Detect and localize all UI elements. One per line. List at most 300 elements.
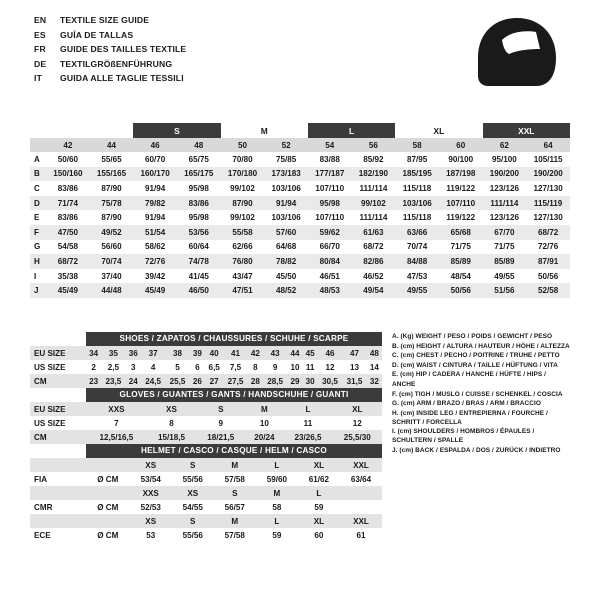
cell: 27,5 xyxy=(227,376,244,386)
lower-left-column xyxy=(30,332,382,542)
cell: 111/114 xyxy=(490,198,519,208)
language-code: FR xyxy=(34,44,46,54)
table-row xyxy=(30,416,382,430)
gloves-title-wrap xyxy=(30,388,382,402)
language-code: ES xyxy=(34,29,46,40)
row-label: B xyxy=(34,169,40,179)
cell: 49/55 xyxy=(494,271,515,281)
cell: 52/53 xyxy=(140,502,161,512)
cell: 65/75 xyxy=(188,154,209,164)
cell: 61/62 xyxy=(308,474,330,484)
cell: 25,5/30 xyxy=(343,432,371,442)
legend-item: G. (cm) ARM / BRAZO / BRAS / ARM / BRACCIO xyxy=(392,400,541,408)
cell: 44 xyxy=(290,348,300,358)
cell: 187/198 xyxy=(446,169,476,179)
table-row xyxy=(30,283,570,298)
cell: 48/53 xyxy=(319,286,340,296)
cell: 95/98 xyxy=(319,198,340,208)
row-unit-empty xyxy=(86,514,130,528)
language-title: TEXTILE SIZE GUIDE xyxy=(60,15,150,25)
size-header: L xyxy=(274,460,280,470)
size-number: 46 xyxy=(133,138,177,152)
table-row xyxy=(30,346,382,360)
cell: 107/110 xyxy=(315,183,345,193)
language-title: GUIDE DES TAILLES TEXTILE xyxy=(60,44,187,54)
row-label-empty xyxy=(30,486,86,500)
row-unit: Ø CM xyxy=(97,502,119,512)
cell: 48/54 xyxy=(450,271,471,281)
cell: 23/26,5 xyxy=(294,432,322,442)
cell: 9 xyxy=(272,362,278,372)
helmet-title-wrap xyxy=(30,444,382,458)
cell: XXS xyxy=(108,404,125,414)
shoes-section-title: SHOES / ZAPATOS / CHAUSSURES / SCHUHE / SCARPE xyxy=(86,332,382,346)
row-unit: Ø CM xyxy=(97,530,119,540)
row-label-empty xyxy=(30,514,86,528)
cell: 12,5/16,5 xyxy=(99,432,134,442)
table-row xyxy=(30,167,570,182)
cell: 87/90 xyxy=(101,183,122,193)
cell: 27 xyxy=(209,376,219,386)
cell: 23 xyxy=(89,376,99,386)
cell: 59 xyxy=(272,530,282,540)
cell: 48 xyxy=(369,348,379,358)
cell: 155/165 xyxy=(96,169,127,179)
row-label-ece: ECE xyxy=(34,530,51,540)
cell: 29 xyxy=(290,376,300,386)
cell: 190/200 xyxy=(533,169,563,179)
cell: 49/52 xyxy=(101,227,122,237)
cell: 111/114 xyxy=(359,183,388,193)
language-code: EN xyxy=(34,15,47,25)
table-row xyxy=(30,181,570,196)
cell: 12 xyxy=(325,362,335,372)
cell: 190/200 xyxy=(489,169,520,179)
language-row xyxy=(34,43,454,56)
table-row xyxy=(30,240,570,255)
cell: 123/126 xyxy=(489,213,520,223)
size-header: M xyxy=(231,516,239,526)
cell: 103/106 xyxy=(271,213,301,223)
size-header: L xyxy=(274,516,280,526)
cell: 99/102 xyxy=(230,213,255,223)
row-label: H xyxy=(34,256,40,266)
cell: 48/52 xyxy=(275,286,297,296)
language-title: GUIDA ALLE TAGLIE TESSILI xyxy=(60,73,184,83)
cell: 54/58 xyxy=(57,242,78,252)
cell: 30 xyxy=(305,376,315,386)
cell: 18/21,5 xyxy=(207,432,235,442)
size-number: 44 xyxy=(90,138,134,152)
cell: 60 xyxy=(314,530,324,540)
cell: 57/58 xyxy=(224,530,245,540)
cell: XL xyxy=(352,404,363,414)
cell: 57/58 xyxy=(224,474,245,484)
cell: 67/70 xyxy=(494,227,515,237)
cell: 43/47 xyxy=(232,271,253,281)
table-row xyxy=(30,402,382,416)
language-code: DE xyxy=(34,58,47,69)
cell: 78/82 xyxy=(275,256,297,266)
size-number: 64 xyxy=(526,138,570,152)
size-header: XS xyxy=(145,516,157,526)
cell: 49/55 xyxy=(406,286,428,296)
size-group-header-row xyxy=(30,123,570,138)
cell: 65/68 xyxy=(450,227,471,237)
table-row xyxy=(30,528,382,542)
row-label-fia: FIA xyxy=(34,474,48,484)
cell: 55/56 xyxy=(182,474,203,484)
cell: 41 xyxy=(230,348,240,358)
cell: 83/86 xyxy=(188,198,209,208)
cell: 61 xyxy=(356,530,366,540)
cell: 45/49 xyxy=(145,286,166,296)
group-cell-spacer xyxy=(30,123,46,138)
size-header: L xyxy=(316,488,322,498)
cell: 58/62 xyxy=(145,242,166,252)
cell: S xyxy=(218,404,224,414)
cell: 83/86 xyxy=(57,213,78,223)
cell: 107/110 xyxy=(446,198,476,208)
cell: 105/115 xyxy=(533,154,563,164)
main-size-table xyxy=(30,123,570,298)
row-label: US SIZE xyxy=(34,418,66,428)
cell: M xyxy=(261,404,268,414)
table-row xyxy=(30,254,570,269)
cell: 43 xyxy=(270,348,280,358)
cell: 15/18,5 xyxy=(157,432,185,442)
cell: 23,5 xyxy=(105,376,122,386)
cell-empty xyxy=(340,500,382,514)
measurement-legend xyxy=(382,332,570,542)
shoes-title-wrap xyxy=(30,332,382,346)
cell: 91/94 xyxy=(275,198,297,208)
cell: 34 xyxy=(89,348,99,358)
helmet-table xyxy=(30,458,382,542)
cell: 39 xyxy=(192,348,202,358)
row-unit: Ø CM xyxy=(97,474,119,484)
cell: 71/75 xyxy=(450,242,471,252)
cell: 10 xyxy=(290,362,300,372)
cell: 40 xyxy=(209,348,219,358)
cell: 119/122 xyxy=(446,183,476,193)
cell: 24 xyxy=(128,376,138,386)
size-header: S xyxy=(190,516,196,526)
row-label-cmr: CMR xyxy=(34,502,53,512)
cell: 31,5 xyxy=(346,376,363,386)
cell: 115/118 xyxy=(402,213,432,223)
row-unit-empty xyxy=(86,458,130,472)
cell: 50/60 xyxy=(57,154,78,164)
cell: 119/122 xyxy=(446,213,476,223)
cell: 91/94 xyxy=(145,213,166,223)
cell: 68/72 xyxy=(363,242,384,252)
cell: 8 xyxy=(253,362,258,372)
table-row xyxy=(30,196,570,211)
helmet-ece-header-row xyxy=(30,514,382,528)
cell: 115/119 xyxy=(533,198,563,208)
size-number: 52 xyxy=(264,138,308,152)
cell: 58 xyxy=(272,502,282,512)
cell: 56/57 xyxy=(224,502,245,512)
cell: 20/24 xyxy=(254,432,275,442)
cell: 5 xyxy=(175,362,180,372)
cell: 182/190 xyxy=(358,169,389,179)
cell: 50/56 xyxy=(450,286,471,296)
size-header-empty xyxy=(340,486,382,500)
cell: 64/68 xyxy=(275,242,297,252)
size-number: 58 xyxy=(395,138,439,152)
cell: 111/114 xyxy=(359,213,388,223)
table-row xyxy=(30,210,570,225)
row-label: I xyxy=(34,271,37,281)
cell: 2,5 xyxy=(107,362,120,372)
cell: 46/52 xyxy=(363,271,384,281)
group-cell-xl: XL xyxy=(395,123,482,138)
legend-item: J. (cm) BACK / ESPALDA / DOS / ZURÜCK / INDIETRO xyxy=(392,446,561,454)
cell: 10 xyxy=(259,418,269,428)
cell: 185/195 xyxy=(402,169,432,179)
size-number: 48 xyxy=(177,138,221,152)
language-row xyxy=(34,58,454,71)
cell: 55/65 xyxy=(101,154,122,164)
cell: 103/106 xyxy=(402,198,432,208)
cell: 90/100 xyxy=(448,154,474,164)
cell: 39/42 xyxy=(145,271,166,281)
cell: 9 xyxy=(218,418,224,428)
cell: 6,5 xyxy=(208,362,220,372)
cell: 177/187 xyxy=(315,169,345,179)
size-header: S xyxy=(232,488,238,498)
legend-item: F. (cm) TIGH / MUSLO / CUISSE / SCHENKEL / COSCIA xyxy=(392,390,563,398)
cell: 87/95 xyxy=(406,154,428,164)
cell: 3 xyxy=(130,362,136,372)
size-header: M xyxy=(273,488,281,498)
cell: 115/118 xyxy=(402,183,432,193)
cell: 80/84 xyxy=(319,256,340,266)
cell: 87/91 xyxy=(537,256,559,266)
cell: 46/51 xyxy=(319,271,340,281)
cell: 50/56 xyxy=(537,271,559,281)
cell: 44/48 xyxy=(101,286,122,296)
cell: 85/92 xyxy=(363,154,384,164)
cell: 82/86 xyxy=(363,256,384,266)
cell: 56/60 xyxy=(101,242,122,252)
cell: 68/72 xyxy=(537,227,559,237)
cell: 4 xyxy=(150,362,156,372)
cell: 72/76 xyxy=(145,256,166,266)
group-cell xyxy=(46,123,133,138)
language-code: IT xyxy=(34,73,43,83)
cell: 47 xyxy=(349,348,359,358)
cell: 95/100 xyxy=(492,154,517,164)
cell: 63/64 xyxy=(350,474,372,484)
cell: 59/60 xyxy=(266,474,287,484)
cell: 160/170 xyxy=(140,169,170,179)
row-label: F xyxy=(34,227,39,237)
cell: 28,5 xyxy=(267,376,284,386)
cell: 38 xyxy=(173,348,183,358)
cell: 95/98 xyxy=(188,183,209,193)
size-header: XXS xyxy=(142,488,159,498)
cell: 61/63 xyxy=(363,227,384,237)
cell: 7 xyxy=(114,418,119,428)
cell: 123/126 xyxy=(489,183,520,193)
legend-item: E. (cm) HIP / CADERA / HANCHE / HÜFTE / HIPS / ANCHE xyxy=(392,371,546,388)
cell: 7,5 xyxy=(229,362,242,372)
cell: 60/70 xyxy=(145,154,166,164)
cell: 66/70 xyxy=(319,242,340,252)
row-label: EU SIZE xyxy=(34,348,66,358)
cell: 60/64 xyxy=(188,242,209,252)
legend-item: B. (cm) HEIGHT / ALTURA / HAUTEUR / HÖHE / ALTEZZA xyxy=(392,342,570,350)
cell: XS xyxy=(166,404,177,414)
size-number: 54 xyxy=(308,138,352,152)
row-label: E xyxy=(34,213,40,223)
cell: 72/76 xyxy=(537,242,559,252)
legend-item: D. (cm) WAIST / CINTURA / TAILLE / HÜFTUNG / VITA xyxy=(392,361,558,369)
language-title: TEXTILGRÖßENFÜHRUNG xyxy=(60,58,173,69)
table-row xyxy=(30,269,570,284)
cell: 54/55 xyxy=(182,502,203,512)
cell: 76/80 xyxy=(232,256,253,266)
language-row xyxy=(34,14,454,27)
legend-item: A. (Kg) WEIGHT / PESO / POIDS / GEWICHT / PESO xyxy=(392,333,553,340)
cell: 47/53 xyxy=(406,271,428,281)
cell: 75/78 xyxy=(101,198,122,208)
cell: 2 xyxy=(91,362,96,372)
size-header: XXL xyxy=(353,516,369,526)
cell: 45 xyxy=(305,348,315,358)
cell: 49/54 xyxy=(363,286,384,296)
table-row xyxy=(30,152,570,167)
cell: 12 xyxy=(352,418,362,428)
cell: 46/50 xyxy=(188,286,209,296)
cell: 85/89 xyxy=(494,256,515,266)
cell: 32 xyxy=(369,376,379,386)
row-label: CM xyxy=(34,376,47,386)
cell: 11 xyxy=(303,418,313,428)
table-row xyxy=(30,225,570,240)
shoes-table xyxy=(30,346,382,388)
cell: 103/106 xyxy=(271,183,301,193)
cell: 57/60 xyxy=(275,227,297,237)
cell: 70/74 xyxy=(406,242,428,252)
cell: 87/90 xyxy=(101,213,122,223)
cell: 45/49 xyxy=(57,286,78,296)
row-label: D xyxy=(34,198,40,208)
language-title: GUÍA DE TALLAS xyxy=(60,29,134,40)
cell: 13 xyxy=(349,362,359,372)
cell: L xyxy=(305,404,311,414)
row-label: A xyxy=(34,154,40,164)
legend-item: I. (cm) SHOULDERS / HOMBROS / ÉPAULES / SCHULTERN / SPALLE xyxy=(392,428,535,445)
cell: 53/56 xyxy=(188,227,209,237)
cell: 83/86 xyxy=(57,183,78,193)
cell: 59 xyxy=(314,502,324,512)
cell: 83/88 xyxy=(319,154,340,164)
cell: 37/40 xyxy=(101,271,122,281)
cell: 63/66 xyxy=(406,227,428,237)
cell: 28 xyxy=(250,376,260,386)
cell: 51/54 xyxy=(145,227,166,237)
cell: 11 xyxy=(305,362,315,372)
group-cell-s: S xyxy=(133,123,220,138)
cell: 170/180 xyxy=(227,169,258,179)
cell: 26 xyxy=(192,376,202,386)
cell: 59/62 xyxy=(319,227,340,237)
table-row xyxy=(30,500,382,514)
language-row xyxy=(34,29,454,42)
group-cell-l: L xyxy=(308,123,395,138)
size-header: XS xyxy=(187,488,199,498)
row-label: J xyxy=(34,286,39,296)
size-number: 42 xyxy=(46,138,90,152)
helmet-size-header-row xyxy=(30,458,382,472)
cell: 71/75 xyxy=(494,242,515,252)
cell: 173/183 xyxy=(271,169,301,179)
table-row xyxy=(30,472,382,486)
cell: 127/130 xyxy=(533,183,563,193)
cell: 70/80 xyxy=(232,154,253,164)
helmet-icon xyxy=(474,16,560,93)
cell: 107/110 xyxy=(315,213,345,223)
cell: 71/74 xyxy=(57,198,78,208)
size-number: 62 xyxy=(483,138,527,152)
cell: 37 xyxy=(148,348,158,358)
cell: 36 xyxy=(128,348,138,358)
cell: 47/50 xyxy=(57,227,78,237)
cell: 41/45 xyxy=(188,271,209,281)
header xyxy=(34,14,454,87)
size-number: 50 xyxy=(221,138,265,152)
cell: 6 xyxy=(195,362,200,372)
cell: 52/58 xyxy=(537,286,559,296)
helmet-cmr-header-row xyxy=(30,486,382,500)
table-row xyxy=(30,360,382,374)
size-number: 60 xyxy=(439,138,483,152)
lower-section xyxy=(30,332,570,542)
cell: 99/102 xyxy=(361,198,386,208)
cell: 55/58 xyxy=(232,227,253,237)
cell: 91/94 xyxy=(145,183,166,193)
cell: 99/102 xyxy=(230,183,255,193)
gloves-table xyxy=(30,402,382,444)
cell: 75/85 xyxy=(275,154,297,164)
table-row xyxy=(30,374,382,388)
helmet-section-title: HELMET / CASCO / CASQUE / HELM / CASCO xyxy=(86,444,382,458)
row-label: CM xyxy=(34,432,47,442)
cell: 74/78 xyxy=(188,256,209,266)
gloves-section-title: GLOVES / GUANTES / GANTS / HANDSCHUHE / GUANTI xyxy=(86,388,382,402)
language-row xyxy=(34,72,454,85)
size-header: XS xyxy=(145,460,157,470)
cell: 24,5 xyxy=(145,376,161,386)
size-number: 56 xyxy=(352,138,396,152)
row-unit-empty xyxy=(86,486,130,500)
size-header: M xyxy=(231,460,239,470)
cell: 79/82 xyxy=(145,198,166,208)
cell: 95/98 xyxy=(188,213,209,223)
cell: 8 xyxy=(169,418,174,428)
row-label: EU SIZE xyxy=(34,404,66,414)
cell: 87/90 xyxy=(232,198,253,208)
cell: 127/130 xyxy=(533,213,563,223)
cell: 150/160 xyxy=(53,169,83,179)
cell: 68/72 xyxy=(57,256,78,266)
group-cell-m: M xyxy=(221,123,308,138)
size-header: S xyxy=(190,460,196,470)
